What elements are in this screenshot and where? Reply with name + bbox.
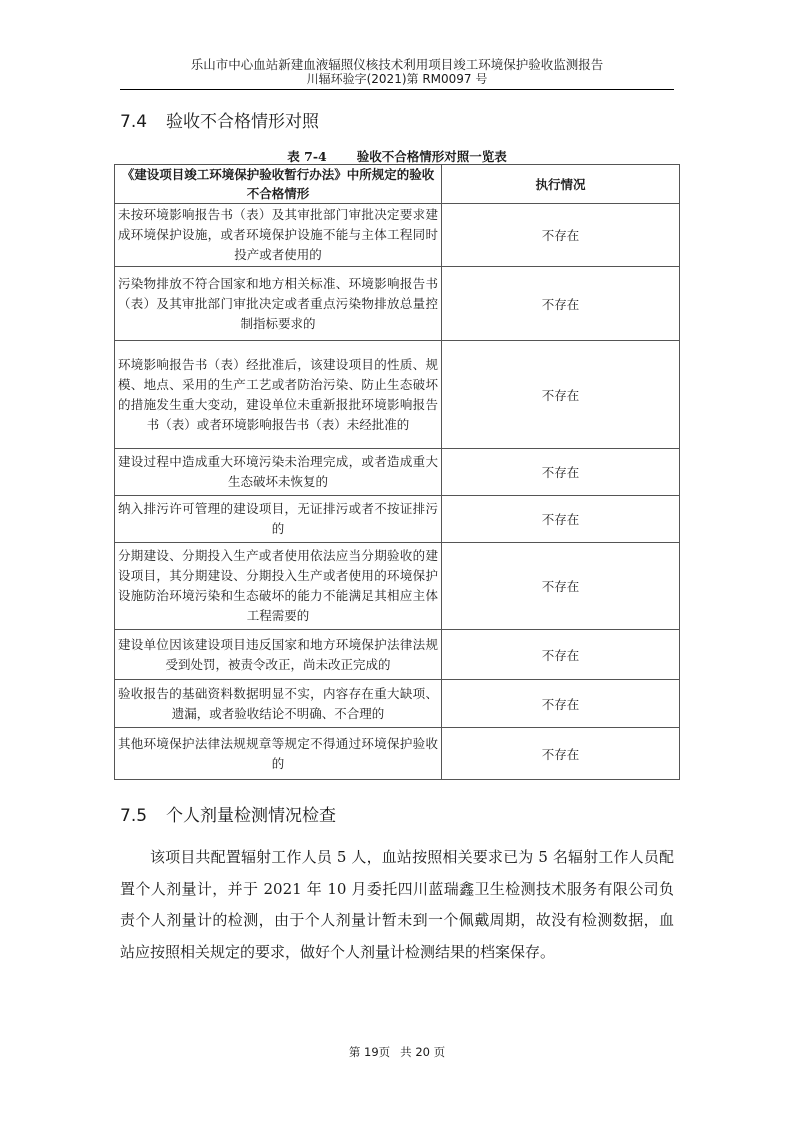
acceptance-table <box>114 164 680 780</box>
section-heading-7-4 <box>120 107 319 132</box>
status-cell: 不存在 <box>442 630 680 680</box>
status-cell: 不存在 <box>442 449 680 496</box>
condition-cell: 纳入排污许可管理的建设项目，无证排污或者不按证排污的 <box>115 496 442 543</box>
table-row <box>115 204 680 267</box>
page-total: 共 20 页 <box>400 1045 446 1059</box>
table-caption-title: 验收不合格情形对照一览表 <box>356 149 507 164</box>
condition-cell: 验收报告的基础资料数据明显不实，内容存在重大缺项、遗漏，或者验收结论不明确、不合理的 <box>115 680 442 728</box>
condition-cell: 环境影响报告书（表）经批准后，该建设项目的性质、规模、地点、采用的生产工艺或者防治污染、防止生态破坏的措施发生重大变动，建设单位未重新报批环境影响报告书（表）或者环境影响报告书（表）未经批准的 <box>115 341 442 449</box>
table-header-row <box>115 165 680 204</box>
section-number: 7.4 <box>120 112 148 132</box>
table-row <box>115 496 680 543</box>
report-number: 川辐环验字(2021)第 RM0097 号 <box>306 72 488 86</box>
status-cell: 不存在 <box>442 543 680 630</box>
status-cell: 不存在 <box>442 496 680 543</box>
condition-cell: 分期建设、分期投入生产或者使用依法应当分期验收的建设项目，其分期建设、分期投入生产或者使用的环境保护设施防治环境污染和生态破坏的能力不能满足其相应主体工程需要的 <box>115 543 442 630</box>
body-paragraph: 该项目共配置辐射工作人员 5 人，血站按照相关要求已为 5 名辐射工作人员配置个人剂量计，并于 2021 年 10 月委托四川蓝瑞鑫卫生检测技术服务有限公司负责个人剂量计的检测，由于个人剂量计暂未到一个佩戴周期，故没有检测数据，血站应按照相关规定的要求，做好个人剂量计检测结果的档案保存。 <box>120 848 674 961</box>
section-heading-7-5 <box>120 801 336 826</box>
table-row <box>115 728 680 780</box>
status-cell: 不存在 <box>442 341 680 449</box>
condition-cell: 未按环境影响报告书（表）及其审批部门审批决定要求建成环境保护设施，或者环境保护设施不能与主体工程同时投产或者使用的 <box>115 204 442 267</box>
table-row <box>115 341 680 449</box>
page-number: 第 19页 <box>348 1045 391 1059</box>
status-cell: 不存在 <box>442 204 680 267</box>
status-cell: 不存在 <box>442 267 680 341</box>
condition-cell: 其他环境保护法律法规规章等规定不得通过环境保护验收的 <box>115 728 442 780</box>
table-row <box>115 267 680 341</box>
page-footer <box>0 1044 794 1060</box>
table-row <box>115 630 680 680</box>
table-row <box>115 449 680 496</box>
condition-cell: 污染物排放不符合国家和地方相关标准、环境影响报告书（表）及其审批部门审批决定或者重点污染物排放总量控制指标要求的 <box>115 267 442 341</box>
condition-cell: 建设单位因该建设项目违反国家和地方环境保护法律法规受到处罚，被责令改正，尚未改正完成的 <box>115 630 442 680</box>
section-number: 7.5 <box>120 806 148 826</box>
table-row <box>115 680 680 728</box>
status-cell: 不存在 <box>442 728 680 780</box>
table-caption <box>0 147 794 165</box>
header-condition: 《建设项目竣工环境保护验收暂行办法》中所规定的验收不合格情形 <box>115 165 442 204</box>
section-title: 验收不合格情形对照 <box>166 112 319 132</box>
status-cell: 不存在 <box>442 680 680 728</box>
header-status: 执行情况 <box>442 165 680 204</box>
table-caption-number: 表 7-4 <box>287 149 327 164</box>
header-divider <box>120 89 674 90</box>
section-title: 个人剂量检测情况检查 <box>166 806 336 826</box>
report-title: 乐山市中心血站新建血液辐照仪核技术利用项目竣工环境保护验收监测报告 <box>190 57 604 72</box>
page-header <box>0 57 794 87</box>
table-row <box>115 543 680 630</box>
condition-cell: 建设过程中造成重大环境污染未治理完成，或者造成重大生态破坏未恢复的 <box>115 449 442 496</box>
